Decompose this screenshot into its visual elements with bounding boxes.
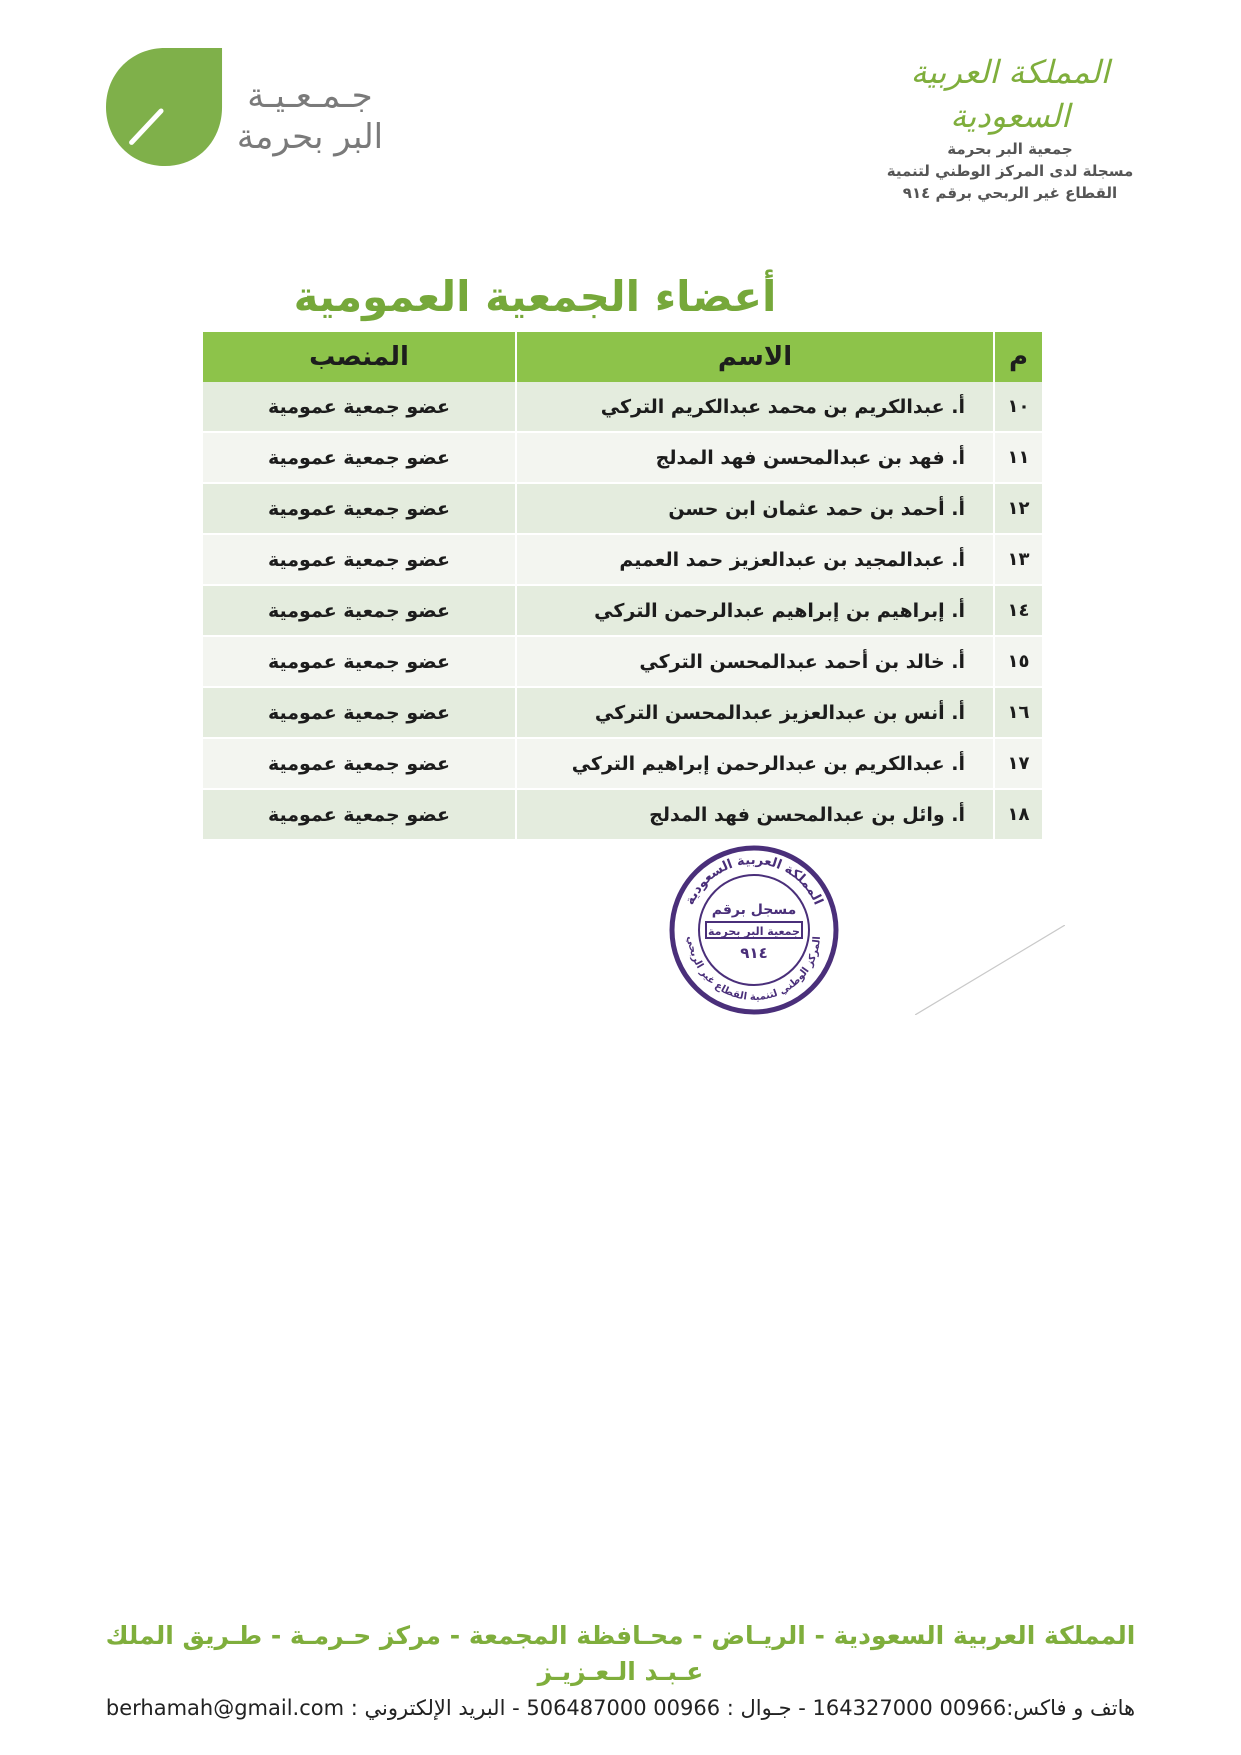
table-row [203, 382, 1042, 432]
row-role: عضو جمعية عمومية [203, 636, 516, 687]
row-name: أ. وائل بن عبدالمحسن فهد المدلج [516, 789, 994, 840]
footer-contact: هاتف و فاكس:00966 164327000 - جـوال : 00966 506487000 - البريد الإلكتروني : berhamah@gmail.com [105, 1696, 1136, 1720]
row-name: أ. عبدالكريم بن محمد عبدالكريم التركي [516, 382, 994, 432]
footer-address: المملكة العربية السعودية - الريـاض - محـافظة المجمعة - مركز حـرمـة - طـريق الملك عـبـد الـعـزيـز [105, 1621, 1136, 1686]
row-name: أ. عبدالكريم بن عبدالرحمن إبراهيم التركي [516, 738, 994, 789]
table-row [203, 789, 1042, 840]
row-role: عضو جمعية عمومية [203, 789, 516, 840]
stamp-line-2: جمعية البر بحرمة [708, 925, 800, 938]
table-row [203, 483, 1042, 534]
row-role: عضو جمعية عمومية [203, 585, 516, 636]
row-role: عضو جمعية عمومية [203, 432, 516, 483]
table-row [203, 687, 1042, 738]
row-number: ١٢ [994, 483, 1042, 534]
table-row [203, 432, 1042, 483]
row-number: ١٠ [994, 382, 1042, 432]
registration-header [865, 50, 1155, 204]
table-row [203, 585, 1042, 636]
row-name: أ. إبراهيم بن إبراهيم عبدالرحمن التركي [516, 585, 994, 636]
row-name: أ. فهد بن عبدالمحسن فهد المدلج [516, 432, 994, 483]
kingdom-calligraphy: المملكة العربية السعودية [910, 53, 1110, 135]
logo-line-2: البر بحرمة [236, 117, 384, 157]
row-name: أ. أحمد بن حمد عثمان ابن حسن [516, 483, 994, 534]
row-name: أ. أنس بن عبدالعزيز عبدالمحسن التركي [516, 687, 994, 738]
header-name: الاسم [516, 332, 994, 382]
row-role: عضو جمعية عمومية [203, 738, 516, 789]
header-line-3: القطاع غير الربحي برقم ٩١٤ [902, 184, 1118, 202]
row-role: عضو جمعية عمومية [203, 483, 516, 534]
table-row [203, 534, 1042, 585]
row-role: عضو جمعية عمومية [203, 534, 516, 585]
row-number: ١٥ [994, 636, 1042, 687]
header-role: المنصب [203, 332, 516, 382]
header-line-2: مسجلة لدى المركز الوطني لتنمية [886, 162, 1134, 180]
row-role: عضو جمعية عمومية [203, 382, 516, 432]
row-number: ١٣ [994, 534, 1042, 585]
row-number: ١١ [994, 432, 1042, 483]
page-footer [80, 1618, 1161, 1726]
stamp-bottom-arc: المركز الوطني لتنمية القطاع غير الربحي [684, 935, 823, 1004]
logo-wordmark [230, 76, 390, 158]
stamp-line-1: مسجل برقم [711, 902, 797, 918]
row-number: ١٨ [994, 789, 1042, 840]
row-role: عضو جمعية عمومية [203, 687, 516, 738]
row-name: أ. خالد بن أحمد عبدالمحسن التركي [516, 636, 994, 687]
page-title: أعضاء الجمعية العمومية [293, 272, 777, 321]
row-number: ١٦ [994, 687, 1042, 738]
official-stamp [666, 842, 842, 1018]
members-table [203, 332, 1042, 841]
leaf-icon [106, 48, 224, 166]
row-number: ١٧ [994, 738, 1042, 789]
table-row [203, 738, 1042, 789]
row-number: ١٤ [994, 585, 1042, 636]
table-header-row [203, 332, 1042, 382]
stamp-top-arc: المملكة العربية السعودية [682, 852, 826, 908]
decorative-stroke [915, 925, 1065, 1015]
header-number: م [994, 332, 1042, 382]
header-line-1: جمعية البر بحرمة [947, 140, 1073, 158]
association-logo [100, 48, 400, 178]
stamp-number: ٩١٤ [740, 944, 768, 962]
table-row [203, 636, 1042, 687]
svg-text:المملكة العربية السعودية [683, 853, 826, 907]
row-name: أ. عبدالمجيد بن عبدالعزيز حمد العميم [516, 534, 994, 585]
logo-line-1: جـمـعـيـة [247, 76, 373, 116]
